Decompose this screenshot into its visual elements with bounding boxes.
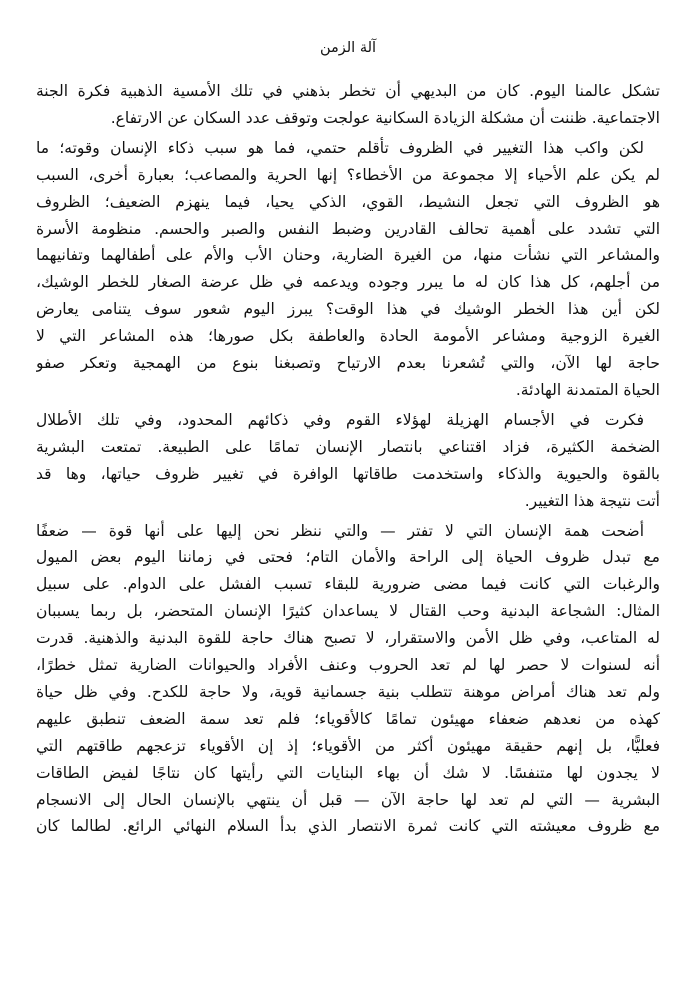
text-line: والرغبات التي كانت فيما مضى ضرورية للبقاء تسبب الفشل على الدوام. على سبيل (36, 575, 660, 594)
text-line: له المتاعب، وفي ظل الأمن والاستقرار، لا تصبح هناك حاجة للقوة البدنية والذهنية. قدرت (36, 629, 660, 648)
text-line: الحياة المتمدنة الهادئة. (515, 380, 660, 399)
text-line: حاجة لها الآن، والتي تُشعرنا بعدم الارتياح وتصبغنا بنوع من الهمجية وتعكر صفو (36, 354, 660, 373)
paragraph (36, 135, 660, 404)
text-line: الغيرة الزوجية ومشاعر الأمومة الحادة والعاطفة بكل صورها؛ هذه المشاعر التي لا (36, 327, 660, 346)
text-line: البشرية — التي لم تعد لها حاجة الآن — قبل أن ينتهي بالإنسان الحال إلى الانسجام (36, 790, 660, 809)
text-line: الاجتماعية. ظننت أن مشكلة الزيادة السكانية عولجت وتوقف عدد السكان عن الارتفاع. (110, 108, 660, 127)
book-page (36, 0, 660, 1000)
text-line: لكن أين هذا الخطر الوشيك في هذا الوقت؟ يبرز اليوم شعور سوف يتنامى يعارض (36, 300, 660, 319)
text-line: فعليًّا، بل إنهم حقيقة مهيئون أكثر من الأقوياء؛ إذ إن الأقوياء تزعجهم طاقتهم التي (36, 736, 660, 755)
text-line: ولم تعد هناك أمراض موهنة تتطلب بنية جسمانية قوية، ولا حاجة للكدح. وفي ظل حياة (36, 682, 660, 701)
text-line: بالقوة والحيوية والذكاء واستخدمت طاقاتها الوافرة في تغيير ظروف حياتها، وها قد (36, 464, 660, 483)
text-line: تشكل عالمنا اليوم. كان من البديهي أن تخطر بذهني في تلك الأمسية الذهبية فكرة الجنة (36, 82, 660, 100)
body-text (36, 78, 660, 840)
running-header-title: آلة الزمن (319, 40, 377, 56)
text-line: كهذه من نعدهم ضعفاء مهيئون تمامًا كالأقوياء؛ فلم تعد سمة الضعف تنطبق عليهم (36, 709, 660, 728)
text-line: المثال: الشجاعة البدنية وحب القتال لا يساعدان كثيرًا الإنسان المتحضر، بل ربما يسببان (36, 602, 660, 621)
text-line: مع تبدل ظروف الحياة إلى الراحة والأمان التام؛ فحتى في زماننا اليوم بعض الميول (36, 548, 660, 567)
text-line: والمشاعر التي نشأت منها، من الغيرة الضارية، وحنان الأب والأم على أطفالهما وتفانيهما (36, 246, 660, 265)
text-line: أنه لسنوات لا حصر لها لم تعد الحروب وعنف الأفراد والحيوانات الضارية تمثل خطرًا، (36, 656, 660, 675)
text-line: لم يكن علم الأحياء إلا مجموعة من الأخطاء؟ إنها الحرية والمصاعب؛ بعبارة أخرى، السبب (36, 165, 660, 184)
text-line: الضخمة الكثيرة، فزاد اقتناعي بانتصار الإنسان تمامًا على الطبيعة. تمتعت البشرية (36, 437, 660, 456)
text-line: فكرت في الأجسام الهزيلة لهؤلاء القوم وفي ذكائهم المحدود، وفي تلك الأطلال (36, 410, 644, 429)
text-line: هو الظروف التي تجعل النشيط، القوي، الذكي يحيا، فيما ينهزم الضعيف؛ الظروف (36, 192, 660, 211)
text-line: مع ظروف معيشته التي كانت ثمرة الانتصار الذي بدأ السلام النهائي الرائع. لطالما كان (36, 817, 660, 836)
paragraph (36, 78, 660, 132)
text-line: أتت نتيجة هذا التغيير. (524, 491, 660, 510)
text-line: لا يجدون لها متنفسًا. لا شك أن بهاء البنايات التي رأيتها كان نتاجًا لفيض الطاقات (36, 763, 660, 782)
text-line: لكن واكب هذا التغيير في الظروف تأقلم حتمي، فما هو سبب ذكاء الإنسان وقوته؛ ما (36, 138, 644, 157)
paragraph (36, 407, 660, 515)
text-line: أضحت همة الإنسان التي لا تفتر — والتي ننظر نحن إليها على أنها قوة — ضعفًا (36, 521, 644, 540)
text-line: التي تشدد على أهمية تحالف القادرين وضبط النفس والصبر والحسم. منظومة الأسرة (36, 219, 660, 238)
text-line: من أجلهم، كل هذا كان له ما يبرر وجوده ويدعمه في ظل عرضة الصغار للخطر الوشيك، (36, 273, 660, 292)
paragraph (36, 518, 660, 841)
